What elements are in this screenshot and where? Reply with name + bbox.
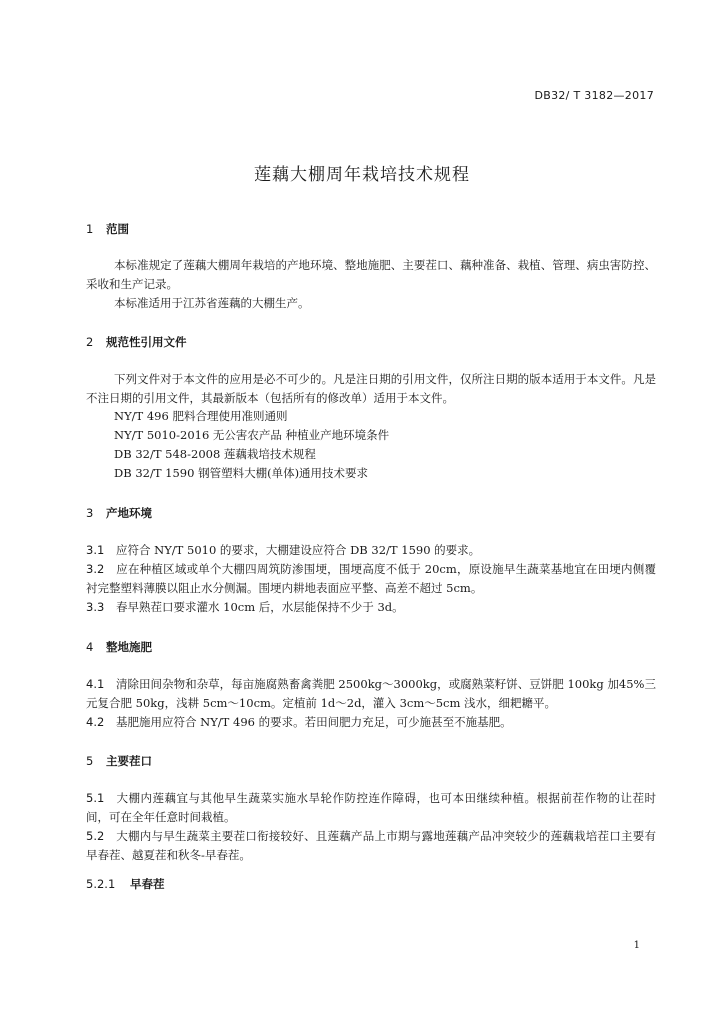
clause-3-2	[86, 560, 656, 598]
clause-3-1	[86, 541, 656, 560]
section-2-heading	[86, 334, 187, 350]
section-number: 1	[86, 222, 94, 236]
section-title: 范围	[106, 222, 129, 236]
subsection-title: 早春茬	[130, 877, 165, 891]
clause-number: 3.1	[86, 543, 105, 557]
clause-5-2	[86, 827, 656, 865]
clause-text: 清除田间杂物和杂草，每亩施腐熟畜禽粪肥 2500kg～3000kg，或腐熟菜籽饼、豆饼肥 100kg 加45%三元复合肥 50kg，浅耕 5cm～10cm。定植前 1d～2d，灌入 3cm～5cm 浅水，细耙耱平。	[86, 677, 656, 710]
section-1-paragraph-1: 本标准规定了莲藕大棚周年栽培的产地环境、整地施肥、主要茬口、藕种准备、栽植、管理、病虫害防控、采收和生产记录。	[86, 258, 656, 291]
clause-4-1	[86, 675, 656, 713]
clause-text: 基肥施用应符合 NY/T 496 的要求。若田间肥力充足，可少施甚至不施基肥。	[116, 715, 512, 729]
section-2-paragraph-1: 下列文件对于本文件的应用是必不可少的。凡是注日期的引用文件，仅所注日期的版本适用于本文件。凡是不注日期的引用文件，其最新版本（包括所有的修改单）适用于本文件。	[86, 372, 656, 405]
clause-number: 4.2	[86, 715, 105, 729]
section-3-heading	[86, 505, 152, 521]
clause-number: 5.1	[86, 791, 105, 805]
subsection-number: 5.2.1	[86, 877, 116, 891]
clause-text: 应符合 NY/T 5010 的要求，大棚建设应符合 DB 32/T 1590 的要求。	[116, 543, 481, 557]
clause-text: 大棚内莲藕宜与其他早生蔬菜实施水旱轮作防控连作障碍，也可本田继续种植。根据前茬作物的让茬时间，可在全年任意时间栽植。	[86, 791, 656, 824]
clause-text: 春早熟茬口要求灌水 10cm 后，水层能保持不少于 3d。	[116, 600, 404, 614]
section-4-heading	[86, 639, 152, 655]
document-title: 莲藕大棚周年栽培技术规程	[254, 165, 470, 185]
reference-item: NY/T 5010-2016 无公害农产品 种植业产地环境条件	[114, 428, 390, 442]
section-number: 2	[86, 335, 94, 349]
section-title: 产地环境	[106, 506, 152, 520]
clause-5-1	[86, 789, 656, 827]
reference-item: NY/T 496 肥料合理使用准则通则	[114, 409, 288, 423]
subsection-5-2-1-heading	[86, 876, 165, 892]
section-1-heading	[86, 221, 129, 237]
section-title: 主要茬口	[106, 754, 152, 768]
page-number: 1	[633, 940, 640, 951]
section-5-heading	[86, 753, 152, 769]
section-title: 整地施肥	[106, 640, 152, 654]
section-title: 规范性引用文件	[106, 335, 187, 349]
clause-text: 大棚内与早生蔬菜主要茬口衔接较好、且莲藕产品上市期与露地莲藕产品冲突较少的莲藕栽培茬口主要有早春茬、越夏茬和秋冬-早春茬。	[86, 829, 656, 862]
section-number: 5	[86, 754, 94, 768]
section-1-paragraph-2: 本标准适用于江苏省莲藕的大棚生产。	[114, 296, 310, 310]
clause-number: 3.2	[86, 562, 105, 576]
clause-text: 应在种植区域或单个大棚四周筑防渗围埂，围埂高度不低于 20cm，原设施早生蔬菜基地宜在田埂内侧覆衬完整塑料薄膜以阻止水分侧漏。围埂内耕地表面应平整、高差不超过 5cm。	[86, 562, 656, 595]
standard-code: DB32/ T 3182—2017	[534, 89, 654, 102]
clause-4-2	[86, 713, 656, 732]
section-number: 3	[86, 506, 94, 520]
clause-number: 5.2	[86, 829, 105, 843]
clause-3-3	[86, 598, 656, 617]
reference-item: DB 32/T 1590 钢管塑料大棚(单体)通用技术要求	[114, 466, 369, 480]
clause-number: 3.3	[86, 600, 105, 614]
section-number: 4	[86, 640, 94, 654]
clause-number: 4.1	[86, 677, 105, 691]
reference-item: DB 32/T 548-2008 莲藕栽培技术规程	[114, 447, 316, 461]
